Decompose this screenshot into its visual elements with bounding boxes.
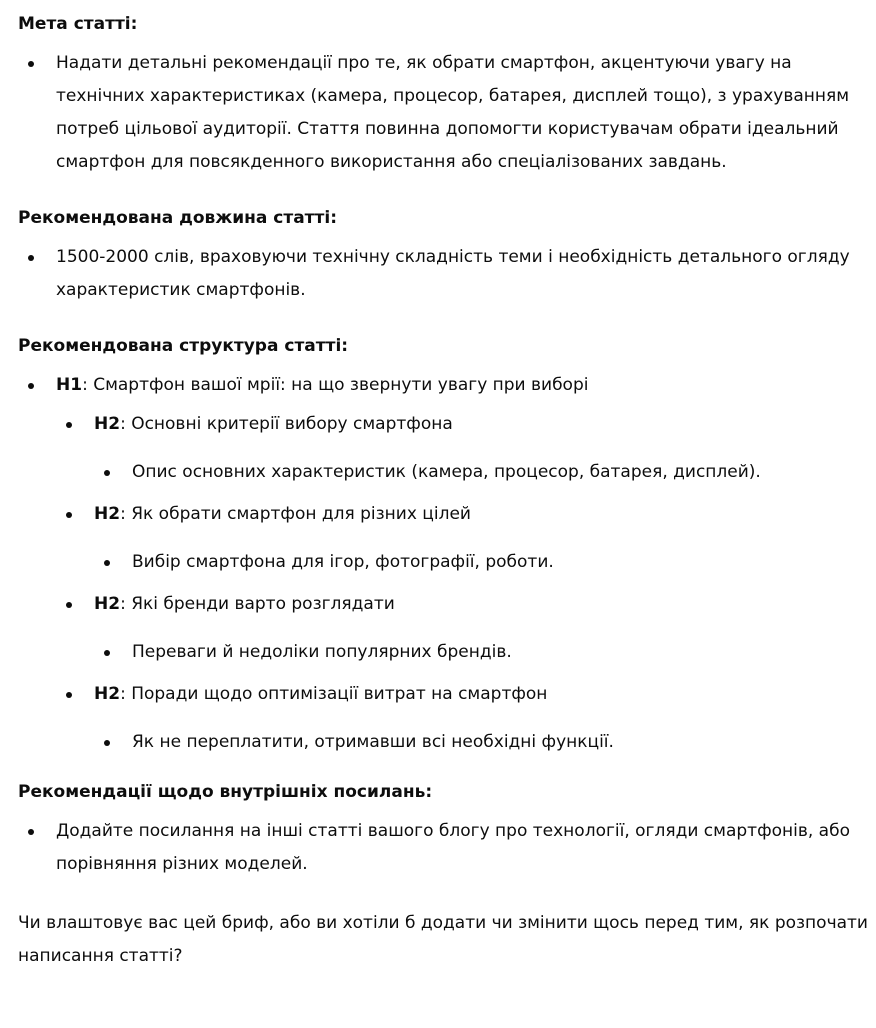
list-item-text: Надати детальні рекомендації про те, як обрати смартфон, акцентуючи увагу на технічних характеристиках (камера, процесор, батарея, дисплей тощо), з урахуванням потреб цільової аудиторії. Стаття повинна допомогти користувачам обрати ідеальний смартфон для повсякденного використання або спеціалізованих завдань. xyxy=(56,53,850,172)
h2-sub-list xyxy=(94,548,868,576)
list-item-sub xyxy=(94,458,868,486)
sub-text: Вибір смартфона для ігор, фотографії, роботи. xyxy=(132,552,554,572)
list-item-sub xyxy=(94,728,868,756)
section-heading-structure: Рекомендована структура статті: xyxy=(18,336,349,356)
bullet-icon xyxy=(28,61,34,67)
bullet-icon xyxy=(104,650,110,656)
bullet-icon xyxy=(28,829,34,835)
list-item xyxy=(18,47,868,179)
list-item-text: 1500-2000 слів, враховуючи технічну складність теми і необхідність детального огляду характеристик смартфонів. xyxy=(56,247,850,300)
heading-text: : Поради щодо оптимізації витрат на смартфон xyxy=(120,684,548,704)
list-item-h2 xyxy=(56,590,868,666)
heading-text: : Які бренди варто розглядати xyxy=(120,594,395,614)
sub-text: Як не переплатити, отримавши всі необхідні функції. xyxy=(132,732,614,752)
h2-sub-list xyxy=(94,458,868,486)
list-item-text: Додайте посилання на інші статті вашого блогу про технології, огляди смартфонів, або порівняння різних моделей. xyxy=(56,821,850,874)
bullet-icon xyxy=(28,255,34,261)
list-item-h1 xyxy=(18,369,868,756)
bullet-icon xyxy=(104,740,110,746)
bullet-icon xyxy=(28,383,34,389)
list-item-h2 xyxy=(56,500,868,576)
heading-tag: H1 xyxy=(56,375,83,395)
sub-text: Опис основних характеристик (камера, процесор, батарея, дисплей). xyxy=(132,462,761,482)
h2-list xyxy=(56,410,868,756)
bullet-icon xyxy=(66,512,72,518)
section-heading-length: Рекомендована довжина статті: xyxy=(18,208,338,228)
heading-tag: H2 xyxy=(94,594,121,614)
length-list xyxy=(18,241,868,307)
bullet-icon xyxy=(104,560,110,566)
list-item xyxy=(18,241,868,307)
bullet-icon xyxy=(104,470,110,476)
list-item-h2 xyxy=(56,680,868,756)
list-item-sub xyxy=(94,548,868,576)
heading-text: : Основні критерії вибору смартфона xyxy=(120,414,453,434)
structure-list xyxy=(18,369,868,756)
section-heading-links: Рекомендації щодо внутрішніх посилань: xyxy=(18,782,433,802)
list-item-sub xyxy=(94,638,868,666)
closing-question: Чи влаштовує вас цей бриф, або ви хотіли б додати чи змінити щось перед тим, як розпочати написання статті? xyxy=(18,913,868,966)
heading-tag: H2 xyxy=(94,684,121,704)
list-item xyxy=(18,815,868,881)
h2-sub-list xyxy=(94,728,868,756)
bullet-icon xyxy=(66,422,72,428)
heading-tag: H2 xyxy=(94,414,121,434)
heading-text: : Як обрати смартфон для різних цілей xyxy=(120,504,471,524)
document xyxy=(18,10,868,973)
heading-tag: H2 xyxy=(94,504,121,524)
sub-text: Переваги й недоліки популярних брендів. xyxy=(132,642,512,662)
heading-text: : Смартфон вашої мрії: на що звернути увагу при виборі xyxy=(82,375,589,395)
links-list xyxy=(18,815,868,881)
h2-sub-list xyxy=(94,638,868,666)
section-heading-meta: Мета статті: xyxy=(18,14,138,34)
bullet-icon xyxy=(66,602,72,608)
bullet-icon xyxy=(66,692,72,698)
meta-list xyxy=(18,47,868,179)
list-item-h2 xyxy=(56,410,868,486)
